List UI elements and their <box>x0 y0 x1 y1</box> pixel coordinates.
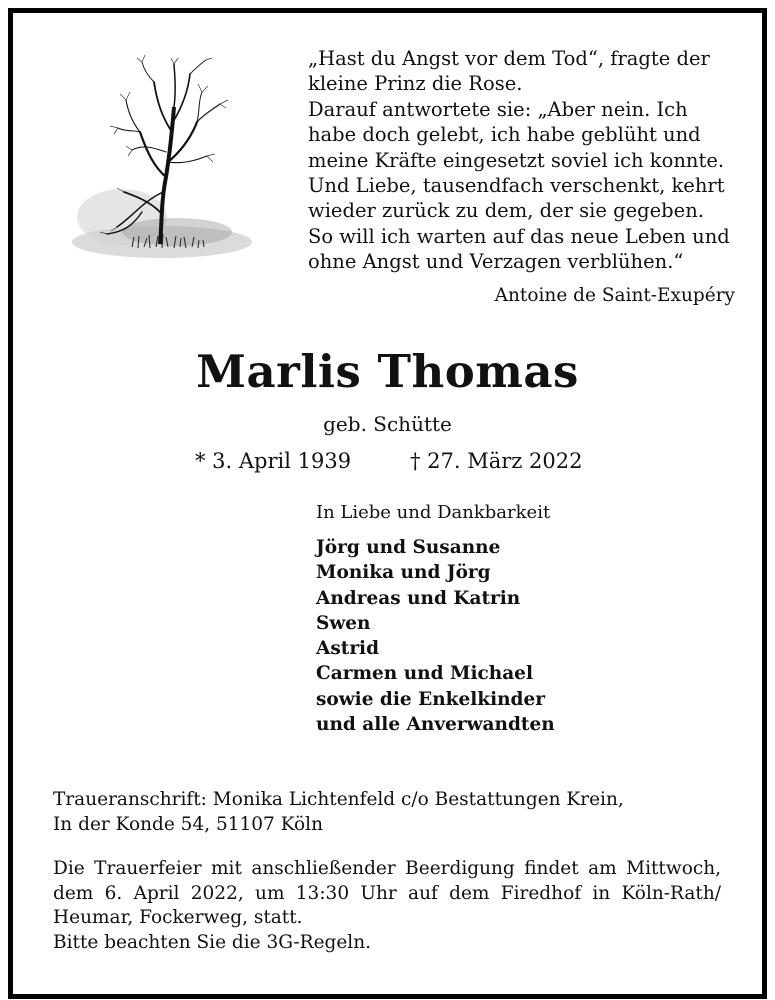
tree-icon <box>62 52 262 272</box>
mourner-name: sowie die Enkelkinder <box>316 688 546 710</box>
quote-line: kleine Prinz die Rose. <box>308 72 523 96</box>
maiden-name: geb. Schütte <box>323 412 452 436</box>
quote-line: So will ich warten auf das neue Leben und <box>308 224 730 248</box>
quote-line: wieder zurück zu dem, der sie gegeben. <box>308 199 704 223</box>
quote-line: habe doch gelebt, ich habe geblüht und <box>308 123 701 147</box>
quote-author: Antoine de Saint-Exupéry <box>494 285 735 306</box>
quote-line: ohne Angst und Verzagen verblühen.“ <box>308 250 684 274</box>
ceremony-line: Heumar, Fockerweg, statt. <box>53 907 303 928</box>
ceremony-line: Bitte beachten Sie die 3G-Regeln. <box>53 931 372 953</box>
quote-line: „Hast du Angst vor dem Tod“, fragte der <box>308 47 710 70</box>
deceased-name: Marlis Thomas <box>196 345 579 398</box>
mourner-name: Astrid <box>316 638 380 660</box>
birth-date: * 3. April 1939 <box>195 449 352 473</box>
mourning-address <box>53 788 723 837</box>
ceremony-line: dem 6. April 2022, um 13:30 Uhr auf dem Firedhof in Köln-Rath/ <box>53 882 721 904</box>
mourner-name: Monika und Jörg <box>316 562 491 584</box>
mourner-name: Jörg und Susanne <box>316 537 501 558</box>
quote-line: Darauf antwortete sie: „Aber nein. Ich <box>308 97 688 121</box>
ceremony-info <box>53 857 721 955</box>
mourner-name: und alle Anverwandten <box>316 714 555 736</box>
quote-line: Und Liebe, tausendfach verschenkt, kehrt <box>308 174 725 198</box>
quote-line: meine Kräfte eingesetzt soviel ich konnte. <box>308 148 725 172</box>
mourner-name: Andreas und Katrin <box>316 587 521 609</box>
death-date: † 27. März 2022 <box>410 449 583 473</box>
mourners-list <box>316 535 555 737</box>
address-line: Traueranschrift: Monika Lichtenfeld c/o Bestattungen Krein, <box>53 789 624 810</box>
mourner-name: Swen <box>316 612 371 634</box>
mourners-intro: In Liebe und Dankbarkeit <box>316 502 551 523</box>
quote-block <box>308 46 728 275</box>
address-line: In der Konde 54, 51107 Köln <box>53 813 323 835</box>
ceremony-line: Die Trauerfeier mit anschließender Beerdigung findet am Mittwoch, <box>53 858 721 879</box>
mourner-name: Carmen und Michael <box>316 663 533 685</box>
